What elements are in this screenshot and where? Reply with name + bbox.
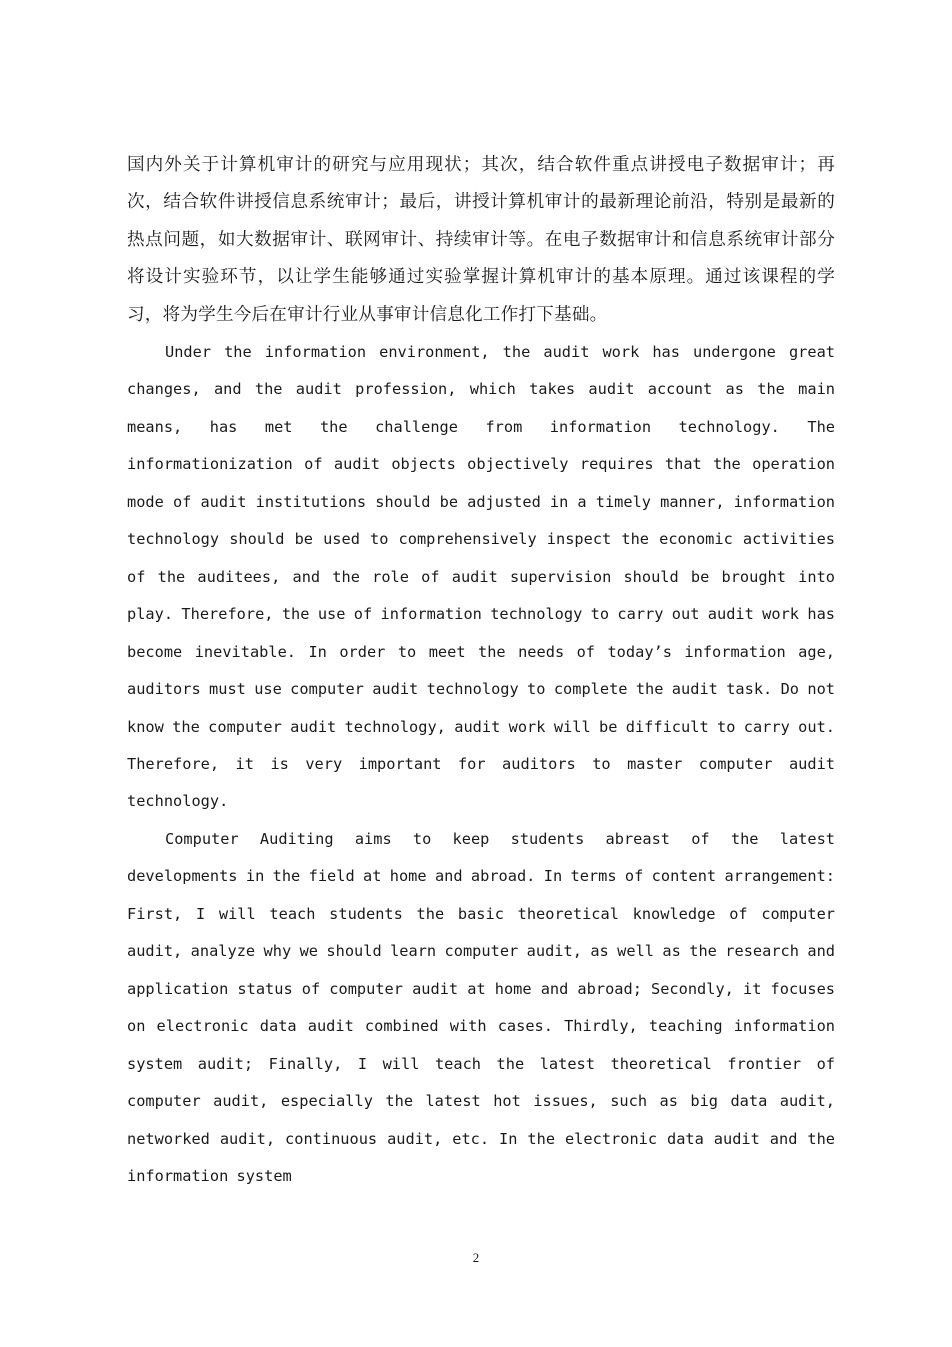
paragraph-information-environment: Under the information environment, the audit work has undergone great changes, and the audit profession, which takes audit account as the main means, has met the challenge from information technology. The informationization of audit objects objectively requires that the operation mode of audit institutions should be adjusted in a timely manner, information technology should be used to comprehensively inspect the economic activities of the auditees, and the role of audit supervision should be brought into play. Therefore, the use of information technology to carry out audit work has become inevitable. In order to meet the needs of today’s information age, auditors must use computer audit technology to complete the audit task. Do not know the computer audit technology, audit work will be difficult to carry out. Therefore, it is very important for auditors to master computer audit technology.	[127, 343, 835, 811]
body-text	[127, 147, 835, 1195]
page-number: 2	[472, 1250, 480, 1265]
paragraph-computer-auditing: Computer Auditing aims to keep students abreast of the latest developments in the field at home and abroad. In terms of content arrangement: First, I will teach students the basic theoretical knowledge of computer audit, analyze why we should learn computer audit, as well as the research and application status of computer audit at home and abroad; Secondly, it focuses on electronic data audit combined with cases. Thirdly, teaching information system audit; Finally, I will teach the latest theoretical frontier of computer audit, especially the latest hot issues, such as big data audit, networked audit, continuous audit, etc. In the electronic data audit and the information system	[127, 829, 835, 1185]
paragraph-chinese-continuation: 国内外关于计算机审计的研究与应用现状；其次，结合软件重点讲授电子数据审计；再次，结合软件讲授信息系统审计；最后，讲授计算机审计的最新理论前沿，特别是最新的热点问题，如大数据审计、联网审计、持续审计等。在电子数据审计和信息系统审计部分将设计实验环节，以让学生能够通过实验掌握计算机审计的基本原理。通过该课程的学习，将为学生今后在审计行业从事审计信息化工作打下基础。	[127, 155, 835, 325]
